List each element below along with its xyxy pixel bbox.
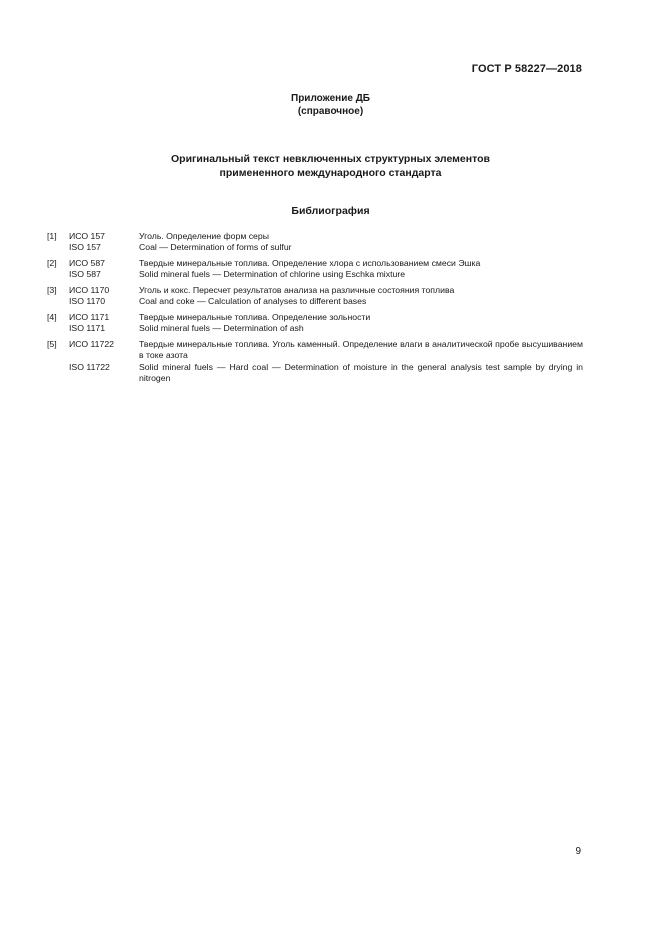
bibliography-heading: Библиография [291,205,370,217]
entry-ru-title: Твердые минеральные топлива. Определение хлора с использованием смеси Эшка [139,258,481,268]
entry-ru-code: ИСО 1171 [69,312,110,322]
bibliography-entry [47,258,583,280]
entry-ru-code: ИСО 11722 [69,339,115,349]
bibliography-list [47,231,583,389]
entry-index: [4] [47,312,57,322]
entry-en-code: ISO 157 [69,242,101,252]
entry-en-title: Solid mineral fuels — Determination of ash [139,323,304,333]
entry-index: [3] [47,285,57,295]
annex-subtitle: (справочное) [297,106,364,117]
entry-index: [2] [47,258,57,268]
entry-ru-code: ИСО 157 [69,231,105,241]
entry-index: [1] [47,231,57,241]
annex-title: Приложение ДБ [291,93,370,104]
section-title [0,152,661,180]
entry-ru-code: ИСО 587 [69,258,105,268]
annex-heading [0,92,661,118]
entry-index: [5] [47,339,57,349]
entry-en-code: ISO 1171 [69,323,106,333]
section-title-line-2: примененного международного стандарта [219,167,442,179]
entry-ru-code: ИСО 1170 [69,285,110,295]
entry-ru-title: Твердые минеральные топлива. Определение зольности [139,312,371,322]
document-number: ГОСТ Р 58227—2018 [471,63,582,75]
entry-en-title: Solid mineral fuels — Determination of chlorine using Eschka mixture [139,269,406,279]
entry-ru-title: Уголь. Определение форм серы [139,231,269,241]
entry-ru-title: Уголь и кокс. Пересчет результатов анализа на различные состояния топлива [139,285,455,295]
entry-en-code: ISO 587 [69,269,101,279]
entry-en-title: Coal — Determination of forms of sulfur [139,242,292,252]
section-title-line-1: Оригинальный текст невключенных структурных элементов [171,153,490,165]
bibliography-entry [47,339,583,384]
bibliography-entry [47,231,583,253]
entry-en-code: ISO 11722 [69,362,110,372]
bibliography-entry [47,285,583,307]
entry-en-title: Solid mineral fuels — Hard coal — Determination of moisture in the general analysis test sample by drying in nitrogen [139,362,583,383]
bibliography-entry [47,312,583,334]
entry-en-title: Coal and coke — Calculation of analyses to different bases [139,296,367,306]
entry-ru-title: Твердые минеральные топлива. Уголь каменный. Определение влаги в аналитической пробе высушиванием в токе азота [139,339,583,360]
entry-en-code: ISO 1170 [69,296,106,306]
page-number: 9 [575,846,581,857]
